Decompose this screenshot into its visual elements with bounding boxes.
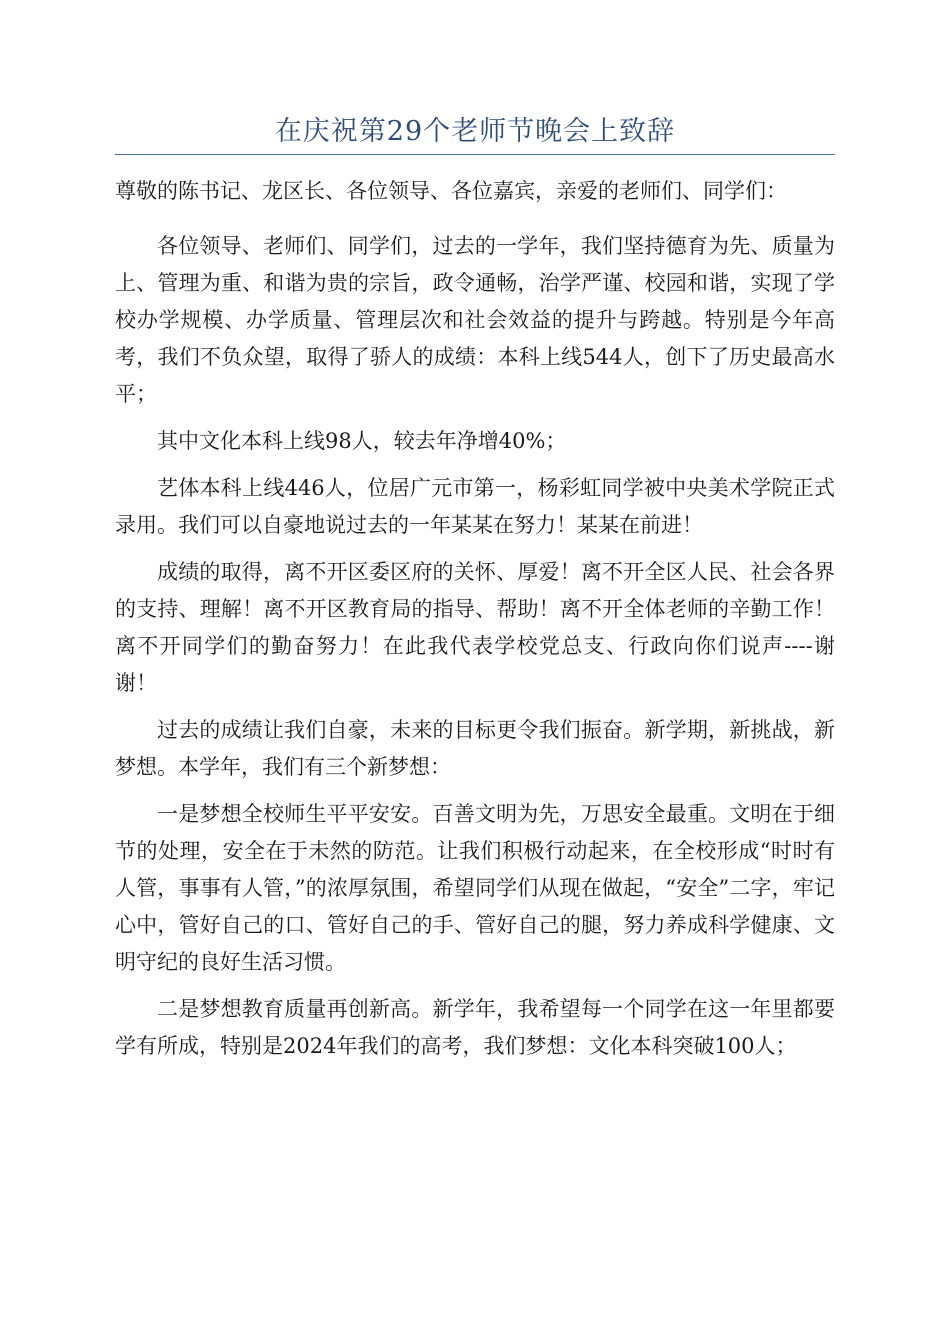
salutation: 尊敬的陈书记、龙区长、各位领导、各位嘉宾，亲爱的老师们、同学们： [115,179,787,203]
paragraph-7: 二是梦想教育质量再创新高。新学年，我希望每一个同学在这一年里都要学有所成，特别是2024年我们的高考，我们梦想：文化本科突破100人； [115,997,835,1058]
paragraph-5: 过去的成绩让我们自豪，未来的目标更令我们振奋。新学期，新挑战，新梦想。本学年，我们有三个新梦想： [115,718,835,779]
paragraph-6: 一是梦想全校师生平平安安。百善文明为先，万思安全最重。文明在于细节的处理，安全在于未然的防范。让我们积极行动起来，在全校形成“时时有人管，事事有人管，”的浓厚氛围，希望同学们从现在做起，“安全”二字，牢记心中，管好自己的口、管好自己的手、管好自己的腿，努力养成科学健康、文明守纪的良好生活习惯。 [115,802,835,974]
paragraph-2: 其中文化本科上线98人，较去年净增40%； [157,429,567,453]
paragraph-3: 艺体本科上线446人，位居广元市第一，杨彩虹同学被中央美术学院正式录用。我们可以自豪地说过去的一年某某在努力！某某在前进！ [115,476,835,537]
document-title: 在庆祝第29个老师节晚会上致辞 [274,116,676,147]
title-underline [115,154,835,155]
paragraph-1: 各位领导、老师们、同学们，过去的一学年，我们坚持德育为先、质量为上、管理为重、和谐为贵的宗旨，政令通畅，治学严谨、校园和谐，实现了学校办学规模、办学质量、管理层次和社会效益的提升与跨越。特别是今年高考，我们不负众望，取得了骄人的成绩：本科上线544人，创下了历史最高水平； [115,234,835,406]
document-body [115,173,835,1075]
paragraph-4: 成绩的取得，离不开区委区府的关怀、厚爱！离不开全区人民、社会各界的支持、理解！离不开区教育局的指导、帮助！离不开全体老师的辛勤工作！离不开同学们的勤奋努力！在此我代表学校党总支、行政向你们说声----谢谢！ [115,560,835,695]
